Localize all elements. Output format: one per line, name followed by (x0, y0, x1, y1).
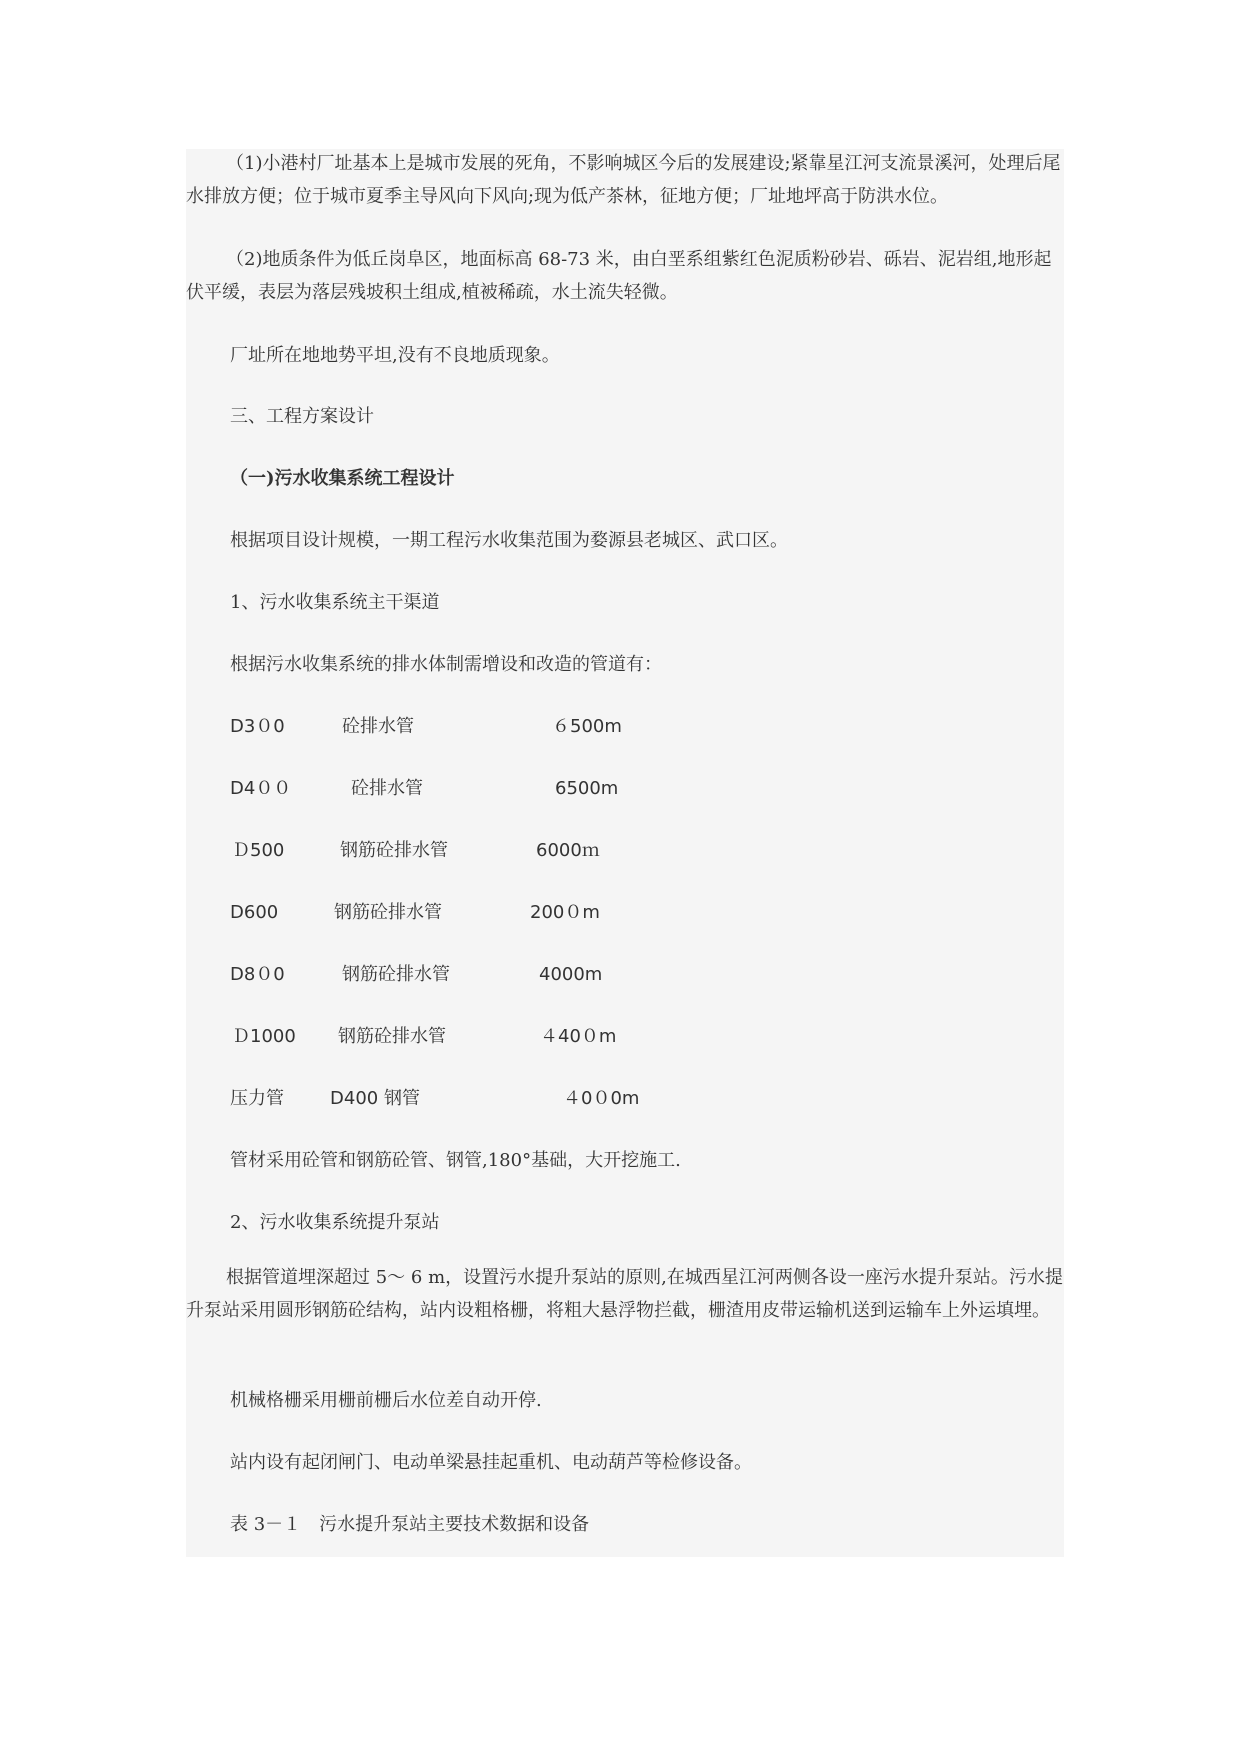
pipe-row (230, 839, 1030, 863)
pipe-diameter: Ｄ1000 (232, 1026, 296, 1047)
paragraph-screen-control: 机械格栅采用栅前栅后水位差自动开停. (230, 1390, 542, 1411)
pipe-diameter: D600 (230, 902, 279, 923)
item-heading-pump-station: 2、污水收集系统提升泵站 (230, 1212, 440, 1233)
paragraph-geology: （2)地质条件为低丘岗阜区，地面标高 68-73 米，由白垩系组紫红色泥质粉砂岩、砾岩、泥岩组,地形起伏平缓，表层为落层残坡积土组成,植被稀疏，水土流失轻微。 (186, 249, 1052, 303)
pipe-material: 钢筋砼排水管 (340, 840, 448, 861)
section-heading-engineering-design: 三、工程方案设计 (230, 406, 374, 427)
paragraph-maintenance-equipment: 站内设有起闭闸门、电动单梁悬挂起重机、电动葫芦等检修设备。 (230, 1452, 752, 1473)
pipe-material: 砼排水管 (351, 778, 423, 799)
subsection-heading-sewage-collection: （一)污水收集系统工程设计 (230, 468, 455, 489)
pipe-length: 4000m (539, 964, 603, 985)
paragraph-terrain: 厂址所在地地势平坦,没有不良地质现象。 (230, 345, 560, 366)
pipe-diameter: D3０0 (230, 716, 285, 737)
pipe-row (230, 901, 1030, 925)
document-panel (186, 149, 1064, 1557)
pipe-length: 6000ｍ (536, 840, 600, 861)
pipe-length: 6500m (555, 778, 619, 799)
pipe-material: 钢筋砼排水管 (342, 964, 450, 985)
pipe-diameter: D8０0 (230, 964, 285, 985)
pipe-diameter: D4００ (230, 778, 292, 799)
paragraph-pipe-intro: 根据污水收集系统的排水体制需增设和改造的管道有： (230, 654, 662, 675)
pipe-length: ４40０m (540, 1026, 617, 1047)
table-caption: 表 3－１ 污水提升泵站主要技术数据和设备 (230, 1514, 590, 1535)
paragraph-site-advantages: （1)小港村厂址基本上是城市发展的死角，不影响城区今后的发展建设;紧靠星江河支流景溪河，处理后尾水排放方便；位于城市夏季主导风向下风向;现为低产茶林，征地方便；厂址地坪高于防洪水位。 (186, 153, 1061, 207)
pipe-length: ６500m (552, 716, 622, 737)
pipe-row (230, 1025, 1030, 1049)
pipe-row (230, 963, 1030, 987)
pipe-diameter: 压力管 (230, 1088, 284, 1109)
pipe-diameter: Ｄ500 (232, 840, 285, 861)
pipe-length: ４0０0m (563, 1088, 640, 1109)
pipe-row (230, 715, 1030, 739)
paragraph-pipe-materials: 管材采用砼管和钢筋砼管、钢管,180°基础，大开挖施工. (230, 1150, 681, 1171)
pipe-material: 钢筋砼排水管 (338, 1026, 446, 1047)
pipe-material: 钢筋砼排水管 (334, 902, 442, 923)
paragraph-collection-scope: 根据项目设计规模，一期工程污水收集范围为婺源县老城区、武口区。 (230, 530, 788, 551)
pipe-material: 砼排水管 (342, 716, 414, 737)
pipe-row (230, 1087, 1030, 1111)
pipe-row (230, 777, 1030, 801)
pipe-material: D400 钢管 (330, 1088, 420, 1109)
paragraph-pump-station: 根据管道埋深超过 5～ 6 m，设置污水提升泵站的原则,在城西星江河两侧各设一座污水提升泵站。污水提升泵站采用圆形钢筋砼结构，站内设粗格栅，将粗大悬浮物拦截，栅渣用皮带运输机送到运输车上外运填埋。 (186, 1267, 1063, 1321)
item-heading-main-channel: 1、污水收集系统主干渠道 (230, 592, 440, 613)
pipe-length: 200０m (530, 902, 600, 923)
